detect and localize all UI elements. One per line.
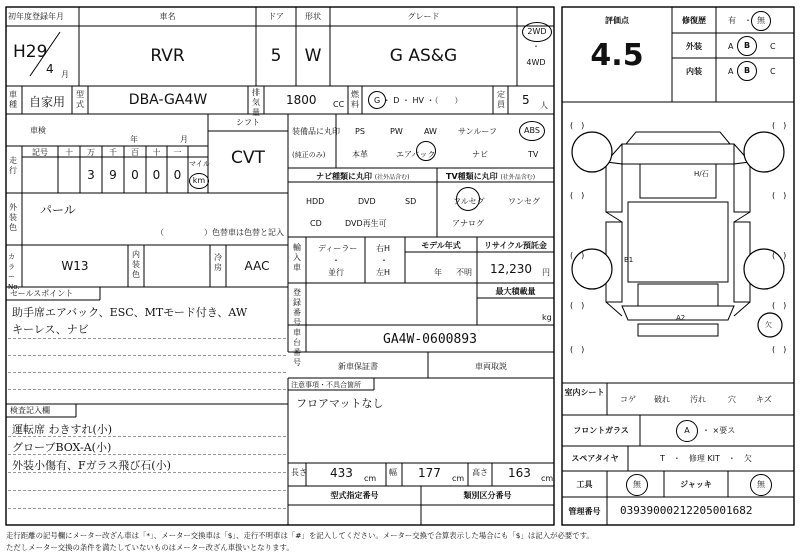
shaken-label: 車検 (30, 126, 46, 135)
length-label: 長さ (291, 468, 307, 477)
exterior-grade-c: C (770, 42, 776, 51)
displacement-label: 排気量 (252, 88, 260, 117)
tv-oneseg: ワンセグ (508, 197, 540, 206)
divider (8, 372, 286, 373)
interior-grade-c: C (770, 67, 776, 76)
exterior-color-value: パール (40, 203, 76, 217)
tv-fullseg: フルセグ (453, 197, 485, 206)
svg-text:( ): ( ) (772, 191, 787, 200)
drive-separator: ・ (532, 42, 540, 51)
equip-airbag: エアバック (396, 150, 436, 159)
spare-tire-options: T ・ 修理 KIT ・ 欠 (660, 454, 752, 463)
equip-pw: PW (390, 127, 403, 136)
tv-type-text: TV種類に丸印 (446, 172, 498, 181)
repair-selected: 無 (751, 11, 771, 31)
sales-point-line: 助手席エアバック、ESC、MTモード付き、AW (12, 306, 248, 319)
width-value: 177 (418, 466, 441, 480)
seat-option: 穴 (728, 395, 736, 404)
nav-dvd-play: DVD再生可 (345, 219, 387, 228)
door-label: ドア (268, 12, 284, 21)
shift-value: CVT (231, 148, 265, 168)
svg-text:( ): ( ) (772, 345, 787, 354)
footnote-line: ただしメーター交換の条件を満たしていないものはメーター改ざん車扱いとなります。 (6, 543, 294, 552)
import-right-h: 右H (376, 244, 391, 253)
seat-option: 汚れ (690, 395, 706, 404)
seat-label: 室内シート (564, 388, 605, 397)
management-number-label: 管理番号 (568, 507, 601, 516)
nav-hdd: HDD (306, 197, 325, 206)
seat-option: 破れ (654, 395, 670, 404)
spare-tire-label: スペアタイヤ (571, 454, 619, 463)
manual-label: 車両取説 (475, 362, 507, 371)
drive-4wd: 4WD (526, 58, 546, 67)
displacement-value: 1800 (286, 93, 317, 107)
grade-label: グレード (407, 12, 440, 21)
import-left-h: 左H (376, 268, 391, 277)
svg-text:( ): ( ) (570, 121, 585, 130)
nav-type-sub: (社外品含む) (374, 174, 410, 181)
tv-type-label (446, 172, 535, 183)
divider (8, 355, 286, 356)
mileage-label: 走行 (9, 156, 17, 175)
damage-mark: B1 (624, 256, 634, 264)
digit-label-1: 十 (65, 148, 73, 157)
divider (8, 454, 286, 455)
nav-cd: CD (310, 219, 322, 228)
damage-mark: H/石 (694, 170, 709, 178)
svg-text:( ): ( ) (772, 121, 787, 130)
height-unit: cm (541, 474, 554, 483)
kigo-label: 記号 (32, 148, 48, 157)
digit-label-6: 一 (173, 148, 182, 157)
divider (8, 436, 286, 437)
divider (8, 389, 286, 390)
digit-label-4: 百 (131, 148, 139, 157)
mileage-digit: 0 (131, 168, 139, 182)
inspection-line: グローブBOX-A(小) (12, 441, 112, 454)
svg-text:( ): ( ) (570, 251, 585, 260)
model-year-year: 年 (434, 268, 442, 277)
recycle-unit: 円 (542, 268, 550, 277)
cooling-value: AAC (244, 259, 270, 273)
import-parallel: 並行 (328, 268, 344, 277)
color-change-note: （ ）色替車は色替と記入 (156, 228, 284, 237)
damage-mark: 欠 (765, 321, 772, 329)
tv-analog: アナログ (452, 219, 484, 228)
nav-dvd: DVD (358, 197, 376, 206)
repair-options: 有 ・ (728, 16, 752, 25)
month-unit: 月 (61, 70, 69, 79)
width-label: 幅 (389, 468, 397, 477)
mileage-digit: 0 (173, 168, 182, 182)
shaken-year: 年 (130, 135, 138, 144)
mileage-digit: 9 (109, 168, 117, 182)
registration-number-label: 登録番号 (293, 288, 301, 327)
import-dealer: ディーラー (318, 244, 358, 253)
equip-leather: 本革 (352, 150, 368, 159)
equip-ps: PS (355, 127, 365, 136)
notes-label: 注意事項・不具合箇所 (291, 381, 361, 389)
digit-label-5: 十 (152, 148, 161, 157)
tools-label: 工具 (576, 480, 593, 489)
interior-grade-selected: B (737, 61, 757, 81)
import-dot: ・ (380, 256, 388, 265)
digit-label-3: 千 (109, 148, 117, 157)
fuel-selected-circle (368, 91, 386, 109)
mileage-digit: 3 (87, 168, 95, 182)
equip-abs-selected: ABS (519, 121, 545, 141)
drive-2wd-selected: 2WD (522, 22, 552, 42)
footnote-line: 走行距離の記号欄にメーター改ざん車は「*」、メーター交換車は「$」、走行不明車は「#」を記入してください。メーター交換で合算表示した場合にも「$」は記入が必要です。 (6, 531, 594, 540)
divider (8, 508, 286, 509)
width-unit: cm (452, 474, 465, 483)
type-designation-label: 型式指定番号 (330, 491, 379, 500)
recycle-value: 12,230 (490, 262, 532, 276)
vehicle-type-label: 車種 (9, 90, 17, 109)
door-count: 5 (270, 46, 282, 66)
category-label: 類別区分番号 (463, 491, 512, 500)
color-no-label: カラーNo. (8, 253, 20, 291)
model-label: 型式 (76, 90, 84, 109)
shape-label: 形状 (305, 12, 321, 21)
notes-value: フロアマットなし (296, 397, 384, 410)
svg-text:( ): ( ) (772, 251, 787, 260)
max-load-label: 最大積載量 (495, 287, 536, 296)
jack-label: ジャッキ (680, 480, 712, 489)
max-load-unit: kg (542, 313, 552, 322)
management-number-value: 039390002122050016​82 (620, 504, 753, 517)
registration-month: 4 (46, 62, 54, 76)
model-value: DBA-GA4W (128, 92, 208, 108)
chassis-label: 車台番号 (293, 328, 301, 367)
capacity-value: 5 (522, 93, 530, 107)
length-value: 433 (330, 466, 353, 480)
model-year-label: モデル年式 (421, 241, 461, 250)
recycle-label: リサイクル預託金 (484, 241, 547, 250)
equip-sunroof: サンルーフ (458, 127, 497, 136)
era-year: H29 (13, 42, 48, 62)
body-shape: W (304, 46, 322, 66)
svg-text:( ): ( ) (570, 191, 585, 200)
jack-selected: 無 (750, 474, 772, 496)
color-no-value: W13 (61, 259, 89, 273)
front-glass-rest: ・ ×要ス (702, 426, 736, 435)
capacity-label: 定員 (497, 90, 505, 109)
capacity-unit: 人 (540, 101, 548, 110)
import-dot: ・ (332, 256, 340, 265)
svg-text:( ): ( ) (772, 301, 787, 310)
length-unit: cm (364, 474, 377, 483)
shift-label: シフト (236, 118, 260, 127)
equip-airbag-circle (416, 141, 436, 161)
fuel-options: G ・ D ・ HV ・（ ） (374, 96, 463, 105)
car-name: RVR (150, 46, 185, 66)
score-label: 評価点 (605, 16, 629, 25)
equipment-sub: (純正のみ) (292, 151, 326, 159)
height-value: 163 (508, 466, 531, 480)
svg-text:( ): ( ) (570, 345, 585, 354)
model-year-unknown: 不明 (456, 268, 472, 277)
equip-tv: TV (528, 150, 539, 159)
grade-value: G AS&G (389, 46, 458, 66)
divider (8, 490, 286, 491)
car-name-label: 車名 (159, 12, 176, 21)
equip-navi: ナビ (472, 150, 488, 159)
interior-grade-label: 内装 (686, 67, 702, 76)
divider (8, 338, 286, 339)
exterior-grade-label: 外装 (686, 42, 702, 51)
exterior-grade-a: A (728, 42, 734, 51)
front-glass-selected: A (676, 420, 698, 442)
height-label: 高さ (472, 468, 488, 477)
damage-mark: A2 (676, 314, 686, 322)
sales-point-line: キーレス、ナビ (12, 323, 89, 336)
nav-type-label (316, 172, 409, 183)
chassis-value: GA4W-0600893 (383, 332, 477, 347)
interior-color-label: 内装色 (132, 250, 140, 279)
exterior-grade-selected: B (737, 36, 757, 56)
tools-selected: 無 (626, 474, 648, 496)
digit-label-2: 万 (87, 148, 95, 157)
svg-text:( ): ( ) (570, 301, 585, 310)
seat-option: キズ (756, 395, 772, 404)
nav-type-text: ナビ種類に丸印 (316, 172, 372, 181)
repair-history-label: 修復歴 (682, 16, 706, 25)
fuel-label: 燃料 (351, 90, 359, 109)
exterior-color-label: 外装色 (9, 203, 17, 232)
vehicle-type-value: 自家用 (28, 95, 65, 109)
inspection-line: 運転席 わきすれ(小) (12, 423, 113, 436)
nav-sd: SD (405, 197, 417, 206)
first-registration-label: 初年度登録年月 (8, 12, 64, 21)
front-glass-label: フロントガラス (573, 426, 629, 435)
import-label: 輸入車 (293, 243, 301, 272)
mile-label: マイル (189, 160, 210, 168)
tv-fullseg-circle (456, 187, 480, 211)
inspection-line: 外装小傷有、Fガラス飛び石(小) (12, 459, 171, 472)
score-value: 4.5 (590, 38, 644, 73)
equip-aw: AW (424, 127, 437, 136)
mileage-digit: 0 (152, 168, 161, 182)
cc-unit: CC (333, 100, 345, 109)
tv-type-sub: (社外品含む) (500, 174, 536, 181)
warranty-label: 新車保証書 (338, 362, 378, 371)
divider (8, 472, 286, 473)
cooling-label: 冷房 (214, 253, 222, 272)
interior-grade-a: A (728, 67, 734, 76)
equipment-label: 装備品に丸印 (292, 127, 340, 136)
shaken-month: 月 (180, 135, 188, 144)
car-diagram (562, 102, 794, 383)
sales-point-label: セールスポイント (10, 289, 74, 298)
km-selected: km (189, 173, 209, 189)
inspection-label: 検査記入欄 (10, 406, 50, 415)
seat-option: コゲ (620, 395, 636, 404)
